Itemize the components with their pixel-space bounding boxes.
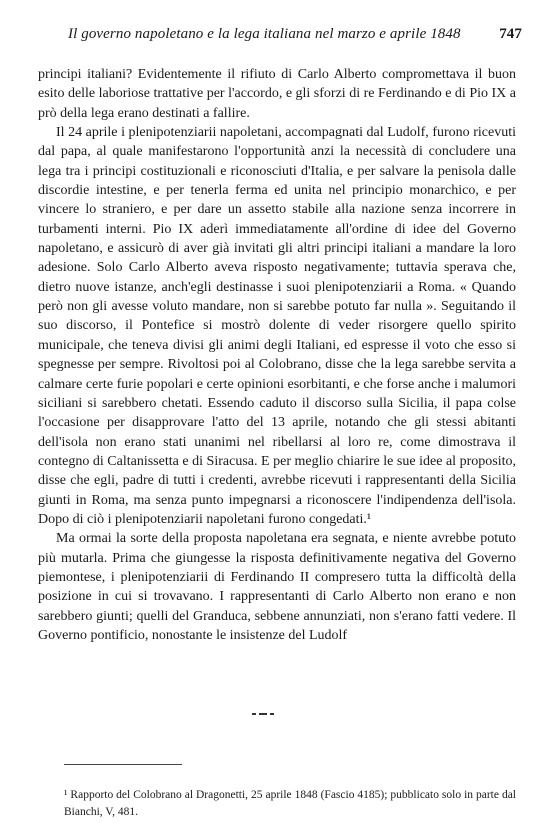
signature-mark — [252, 711, 274, 717]
body-text — [38, 65, 516, 645]
running-header — [38, 26, 522, 46]
running-title: Il governo napoletano e la lega italiana nel marzo e aprile 1848 — [68, 26, 461, 42]
page-number: 747 — [499, 26, 522, 42]
paragraph-2: Il 24 aprile i plenipotenziarii napoletani, accompagnati dal Ludolf, furono ricevuti dal papa, al quale manifestarono l'opportunità anzi la necessità di concludere una lega tra i principi costituzionali e riconosciuti d'Italia, e per salvare la penisola dalle discordie intestine, e per tenerla ferma ed unita nel principio monarchico, e per vincere lo straniero, e per dare un assetto stabile alla nazione senza incorrere in turbamenti interni. Pio IX aderì immediatamente all'ordine di idee del Governo napoletano, e assicurò di aver già invitati gli altri principi italiani a mandare la loro adesione. Solo Carlo Alberto aveva risposto negativamente; tuttavia sperava che, dietro nuove istanze, anch'egli destinasse i suoi plenipotenziarii a Roma. « Quando però non gli avesse voluto mandare, non si sarebbe potuto far nulla ». Seguitando il suo discorso, il Pontefice si mostrò dolente di veder risorgere quello spirito municipale, che teneva divisi gli animi degli Italiani, ed espresse il voto che esso si spegnesse per sempre. Rivoltosi poi al Colobrano, disse che la lega sarebbe servita a calmare certe furie popolari e certe opinioni esorbitanti, e che forse anche i malumori siciliani si sarebbero chetati. Essendo caduto il discorso sulla Sicilia, il papa colse l'occasione per disapprovare l'atto del 13 aprile, notando che gli stessi abitanti dell'isola non erano stati unanimi nel ribellarsi al loro re, come dimostrava il contegno di Caltanissetta e di Siracusa. E per meglio chiarire le sue idee al proposito, disse che egli, padre di tutti i credenti, avrebbe ricevuti i rappresentanti della Sicilia giunti in Roma, ma senza punto impegnarsi a riconoscere l'indipendenza dell'isola. Dopo di ciò i plenipotenziarii napoletani furono congedati.¹ — [38, 125, 516, 527]
paragraph-1: principi italiani? Evidentemente il rifiuto di Carlo Alberto compromettava il buon esito delle laboriose trattative per l'accordo, e gli sforzi di re Ferdinando e di Pio IX a prò della lega erano destinati a fallire. — [38, 67, 516, 121]
paragraph-3: Ma ormai la sorte della proposta napoletana era segnata, e niente avrebbe potuto più mutarla. Prima che giungesse la risposta definitivamente negativa del Governo piemontese, i plenipotenziarii di Ferdinando II compresero tutta la difficoltà della posizione in cui si trovavano. I rappresentanti di Carlo Alberto non erano e non sarebbero giunti; quelli del Granduca, sebbene annunziati, non s'erano fatti vedere. Il Governo pontificio, nonostante le insistenze del Ludolf — [38, 531, 516, 643]
footnote: ¹ Rapporto del Colobrano al Dragonetti, 25 aprile 1848 (Fascio 4185); pubblicato solo in parte dal Bianchi, V, 481. — [64, 789, 516, 818]
footnote-rule — [64, 764, 182, 765]
